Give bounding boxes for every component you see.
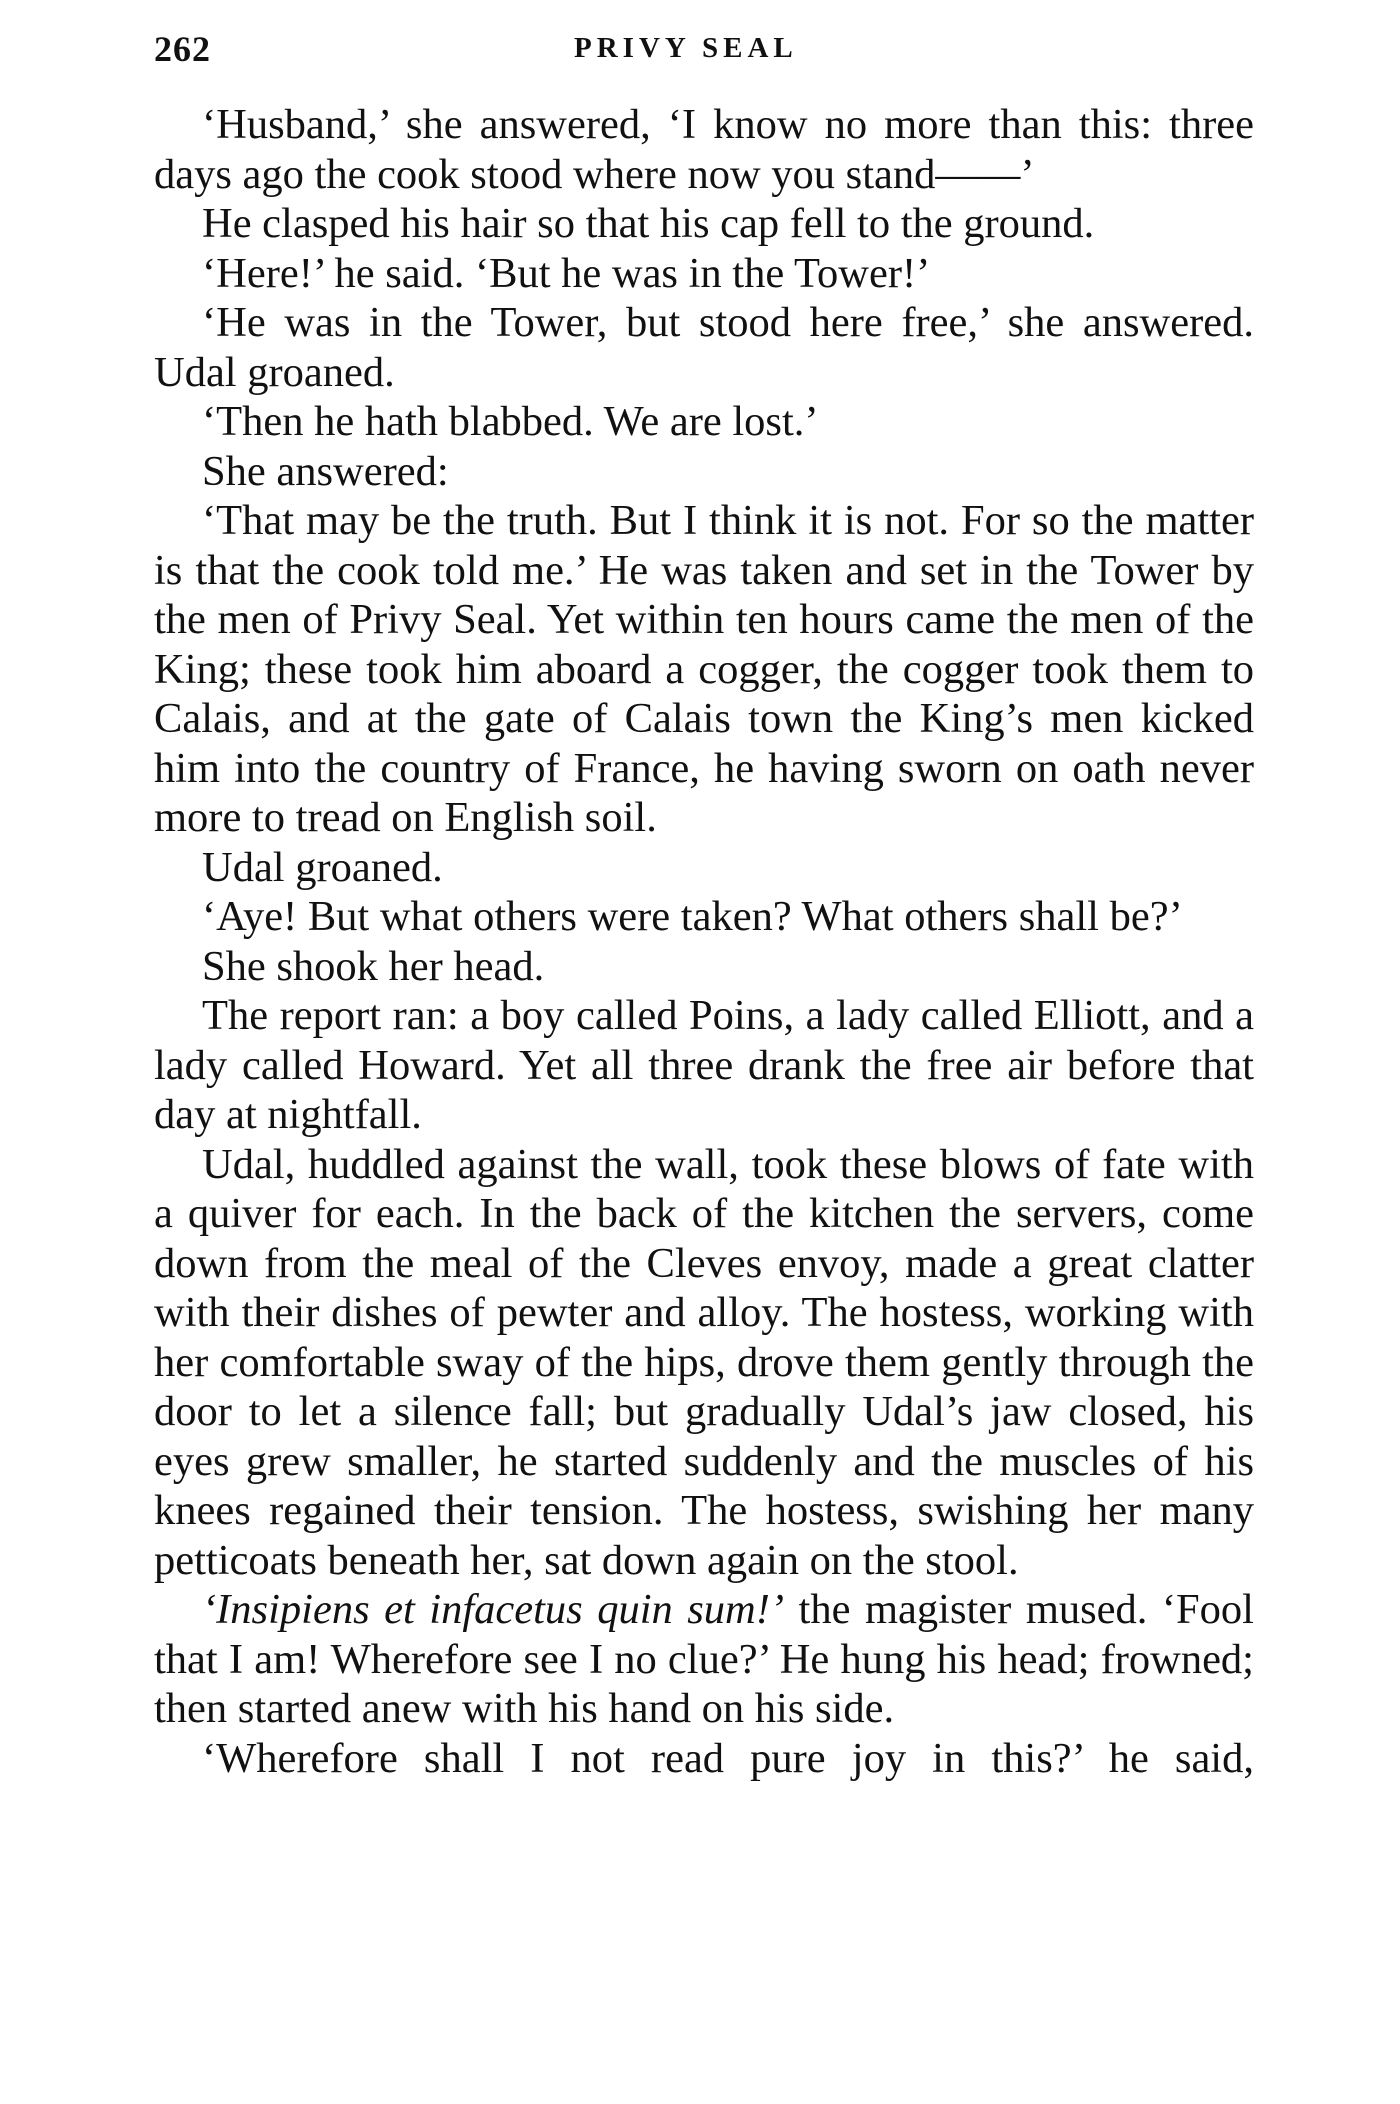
paragraph: ‘Husband,’ she answered, ‘I know no more than this: three days ago the cook stood where now you stand——’: [154, 101, 1254, 198]
paragraph: Udal groaned.: [202, 843, 443, 891]
body-text: [154, 100, 1254, 1783]
paragraph: The report ran: a boy called Poins, a lady called Elliott, and a lady called Howard. Yet all three drank the free air before that day at nightfall.: [154, 992, 1254, 1138]
paragraph: She answered:: [202, 447, 449, 495]
paragraph: ‘He was in the Tower, but stood here free,’ she answered. Udal groaned.: [154, 299, 1254, 396]
latin-paragraph-rest: the magister mused. ‘Fool that I am! Wherefore see I no clue?’ He hung his head; frowned; then started anew with his hand on his side.: [154, 1586, 1254, 1732]
running-title: PRIVY SEAL: [574, 32, 798, 64]
paragraph: She shook her head.: [202, 942, 545, 990]
paragraph: ‘Aye! But what others were taken? What others shall be?’: [202, 893, 1183, 940]
running-head: [154, 28, 1254, 78]
page-number: 262: [154, 29, 211, 69]
paragraph: ‘Then he hath blabbed. We are lost.’: [202, 398, 819, 445]
paragraph: ‘That may be the truth. But I think it is not. For so the matter is that the cook told me.’ He was taken and set in the Tower by the men of Privy Seal. Yet within ten hours came the men of the King; these took him aboard a cogger, the cogger took them to Calais, and at the gate of Calais town the King’s men kicked him into the country of France, he having sworn on oath never more to tread on English soil.: [154, 497, 1254, 841]
paragraph: He clasped his hair so that his cap fell to the ground.: [202, 200, 1095, 247]
paragraph: ‘Here!’ he said. ‘But he was in the Tower!’: [202, 249, 931, 297]
latin-paragraph: [154, 1585, 1254, 1734]
latin-quote: ‘Insipiens et infacetus quin sum!’: [202, 1586, 785, 1633]
final-line: ‘Wherefore shall I not read pure joy in this?’ he said,: [202, 1734, 1254, 1782]
paragraph: Udal, huddled against the wall, took these blows of fate with a quiver for each. In the back of the kitchen the servers, come down from the meal of the Cleves envoy, made a great clatter with their dishes of pewter and alloy. The hostess, working with her comfortable sway of the hips, drove them gently through the door to let a silence fall; but gradually Udal’s jaw closed, his eyes grew smaller, he started suddenly and the muscles of his knees regained their tension. The hostess, swishing her many petticoats beneath her, sat down again on the stool.: [154, 1140, 1254, 1584]
